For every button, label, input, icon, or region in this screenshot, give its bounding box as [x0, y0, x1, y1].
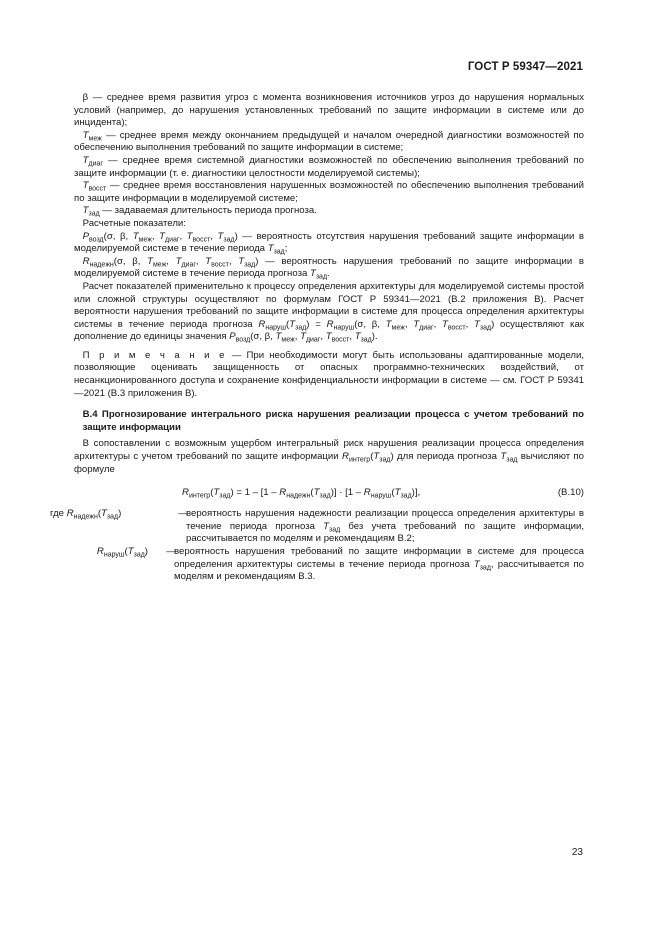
page-number: 23: [571, 847, 583, 858]
section-intro: В сопоставлении с возможным ущербом интегральный риск нарушения реализации процесса определения архитектуры с учетом требований по защите информации $R_{интегр}(T_{зад})$ для периода прогноза $T_{зад}$ вычисляют по формуле: [74, 438, 584, 475]
calc-title: Расчетные показатели:: [82, 217, 186, 229]
def-beta: β — среднее время развития угроз с момента возникновения источников угроз до нарушения нормальных условий (например, до нарушения установленных требований по защите информации в системе или до инцидента);: [74, 92, 584, 129]
note: П р и м е ч а н и е — При необходимости могут быть использованы адаптированные модели, позволяющие оценивать защищенность от опасных программно-технических воздействий, от несанкционированного доступа и сохранение конфиденциальности информации в системе — см. ГОСТ Р 59341—2021 (В.3 приложения В).: [74, 349, 584, 399]
definition-r-narush: $R_{наруш}(T_{зад})$ — вероятность нарушения требований по защите информации в системе для процесса определения архитектуры системы в течение периода прогноза $T_{зад}$, рассчитывается по моделям и рекомендациям В.3.: [74, 546, 584, 584]
formula-expression: $R_{интегр}(T_{зад}) = 1 - [1 - R_{надежн}(T_{зад})] \cdot [1 - R_{наруш}(T_{зад})]$,: [182, 487, 421, 500]
formula-number: (В.10): [557, 487, 584, 499]
document-number: ГОСТ Р 59347—2021: [467, 61, 583, 73]
formula-definitions: [50, 508, 585, 584]
indicator-p-vozd: $P_{возд}(\sigma$, β, $T_{меж}$, $T_{диаг}$, $T_{восст}$, $T_{зад}$) — вероятность отсутствия нарушения требований защите информации в моделируемой системе в течение периода $T_{зад}$;: [74, 230, 584, 256]
formula-b10: [74, 484, 584, 504]
def-tzad: $T_{зад}$ — задаваемая длительность периода прогноза.: [82, 205, 317, 218]
definition-text: вероятность нарушения требований по защите информации в системе для процесса определения архитектуры системы в течение периода прогноза $T_{зад}$, рассчитывается по моделям и рекомендациям В.3.: [174, 546, 585, 583]
definition-symbol: где $R_{надежн}(T_{зад})$: [50, 508, 122, 521]
calc-paragraph: Расчет показателей применительно к процессу определения архитектуры для моделируемой системы простой или сложной структуры осуществляют по формулам ГОСТ Р 59341—2021 (В.2 приложения В). Расчет вероятности нарушения требований по защите информации в системе для процесса определения архитектуры системы в течение периода прогноза $R_{наруш}(T_{зад}) = R_{наруш}(\sigma$, β, $T_{меж}$, $T_{диаг}$, $T_{восст}$, $T_{зад}$) осуществляют как дополнение до единицы значения $P_{возд}(\sigma$, β, $T_{меж}$, $T_{диаг}$, $T_{восст}$, $T_{зад}$).: [74, 280, 584, 344]
page-body: [50, 92, 585, 584]
def-tmezh: $T_{меж}$ — среднее время между окончанием предыдущей и началом очередной диагностики возможностей по обеспечению выполнения требований по защите информации в системе;: [74, 129, 584, 154]
definition-symbol: $R_{наруш}(T_{зад})$: [96, 546, 148, 559]
def-tvosst: $T_{восст}$ — среднее время восстановления нарушенных возможностей по обеспечению выполнения требований по защите информации в моделируемой системе;: [74, 180, 584, 204]
section-heading: В.4 Прогнозирование интегрального риска нарушения реализации процесса с учетом требований по защите информации: [82, 409, 584, 433]
definition-r-nadezhn: где $R_{надежн}(T_{зад})$ — вероятность нарушения надежности реализации процесса определения архитектуры в течение периода прогноза $T_{зад}$ без учета требований по защите информации, рассчитывается по моделям и рекомендациям В.2;: [50, 508, 584, 545]
indicator-r-nadezhn: $R_{надежн}(\sigma$, β, $T_{меж}$, $T_{диаг}$, $T_{восст}$, $T_{зад}$) — вероятность нарушения требований по защите информации в моделируемой системе в течение периода прогноза $T_{зад}$.: [74, 255, 584, 281]
def-tdiag: $T_{диаг}$ — среднее время системной диагностики возможностей по обеспечению выполнения требований по защите информации (т. е. диагностики целостности моделируемой системы);: [74, 154, 584, 179]
definition-text: вероятность нарушения надежности реализации процесса определения архитектуры в течение периода прогноза $T_{зад}$ без учета требований по защите информации, рассчитывается по моделям и рекомендациям В.2;: [186, 508, 584, 545]
